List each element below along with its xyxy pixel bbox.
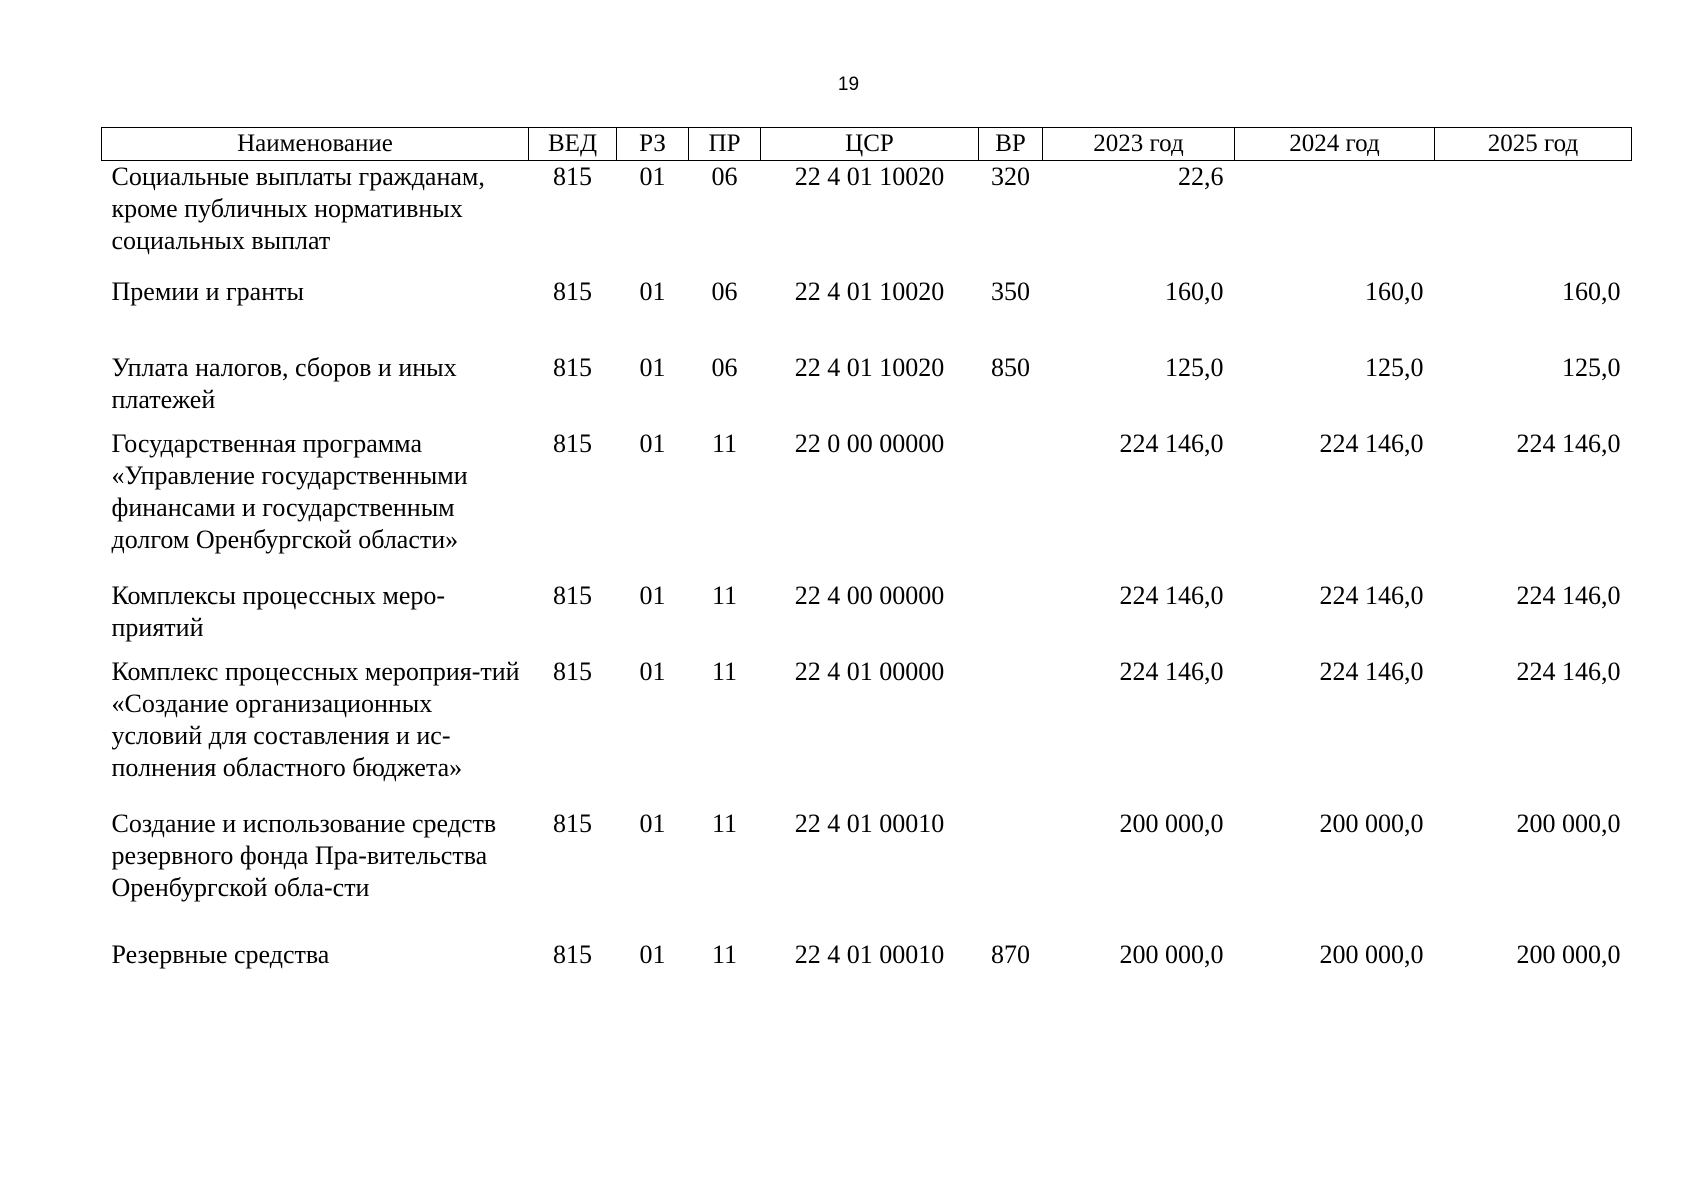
row-2024: 200 000,0: [1319, 939, 1424, 969]
row-2025: 200 000,0: [1516, 808, 1621, 838]
row-pr: 11: [711, 656, 738, 686]
row-pr: 11: [711, 939, 738, 969]
row-2023: 200 000,0: [1119, 808, 1224, 838]
row-2025: 224 146,0: [1516, 428, 1621, 458]
row-2025: 224 146,0: [1516, 580, 1621, 610]
row-rz: 01: [639, 656, 666, 686]
row-2024: 224 146,0: [1319, 656, 1424, 686]
row-vr: [979, 808, 1043, 939]
table-row: [102, 580, 1632, 656]
row-vr: [979, 428, 1043, 580]
row-2025: 224 146,0: [1516, 656, 1621, 686]
row-name: Государственная программа «Управление государственными финансами и государственным долгом Оренбургской области»: [111, 428, 468, 554]
row-rz: 01: [639, 808, 666, 838]
row-rz: 01: [639, 276, 666, 306]
row-vr: 350: [991, 276, 1030, 306]
row-csr: 22 4 00 00000: [794, 580, 945, 610]
table-row: [102, 808, 1632, 939]
header-2023: 2023 год: [1043, 128, 1235, 161]
row-csr: 22 4 01 10020: [794, 276, 945, 306]
row-2024: [1235, 161, 1435, 276]
page-number: 19: [837, 74, 860, 95]
table-row: [102, 939, 1632, 973]
row-ved: 815: [553, 276, 592, 306]
row-ved: 815: [553, 656, 592, 686]
header-pr: ПР: [689, 128, 761, 161]
row-2025: 160,0: [1562, 276, 1621, 306]
row-name: Создание и использование средств резервного фонда Пра-вительства Оренбургской обла-сти: [111, 808, 497, 902]
row-pr: 11: [711, 428, 738, 458]
header-csr: ЦСР: [761, 128, 979, 161]
row-2025: [1435, 161, 1632, 276]
header-2024: 2024 год: [1235, 128, 1435, 161]
row-2024: 224 146,0: [1319, 428, 1424, 458]
row-2024: 200 000,0: [1319, 808, 1424, 838]
table-row: [102, 161, 1632, 276]
row-rz: 01: [639, 939, 666, 969]
row-pr: 06: [711, 276, 738, 306]
row-ved: 815: [553, 428, 592, 458]
row-vr: [979, 580, 1043, 656]
row-name: Резервные средства: [111, 939, 330, 969]
row-csr: 22 4 01 10020: [794, 162, 945, 191]
table-row: [102, 656, 1632, 808]
header-vr: ВР: [979, 128, 1043, 161]
row-rz: 01: [639, 352, 666, 382]
row-ved: 815: [553, 808, 592, 838]
row-2023: 224 146,0: [1119, 656, 1224, 686]
row-rz: 01: [639, 428, 666, 458]
row-csr: 22 4 01 00010: [794, 808, 945, 838]
row-2024: 160,0: [1365, 276, 1424, 306]
header-row: [102, 128, 1632, 161]
row-vr: 870: [991, 939, 1030, 969]
row-pr: 11: [711, 580, 738, 610]
row-csr: 22 4 01 00010: [794, 939, 945, 969]
row-ved: 815: [553, 352, 592, 382]
row-vr: [979, 656, 1043, 808]
row-pr: 11: [711, 808, 738, 838]
row-csr: 22 4 01 00000: [794, 656, 945, 686]
table-body: [102, 161, 1632, 973]
row-csr: 22 0 00 00000: [794, 428, 945, 458]
row-2025: 125,0: [1562, 352, 1621, 382]
row-vr: 850: [991, 352, 1030, 382]
row-2023: 160,0: [1165, 276, 1224, 306]
row-name: Комплексы процессных меро-приятий: [111, 580, 446, 642]
row-2023: 125,0: [1165, 352, 1224, 382]
row-2023: 22,6: [1178, 162, 1224, 191]
row-ved: 815: [553, 939, 592, 969]
table-row: [102, 352, 1632, 428]
header-ved: ВЕД: [529, 128, 617, 161]
row-name: Социальные выплаты гражданам, кроме публичных нормативных социальных выплат: [111, 162, 485, 255]
row-name: Премии и гранты: [111, 276, 304, 306]
row-2023: 200 000,0: [1119, 939, 1224, 969]
row-rz: 01: [639, 580, 666, 610]
row-2024: 224 146,0: [1319, 580, 1424, 610]
row-ved: 815: [553, 162, 592, 191]
row-rz: 01: [639, 162, 666, 191]
row-vr: 320: [991, 162, 1030, 191]
row-csr: 22 4 01 10020: [794, 352, 945, 382]
table-header: [102, 128, 1632, 161]
row-2023: 224 146,0: [1119, 428, 1224, 458]
row-name: Уплата налогов, сборов и иных платежей: [111, 352, 457, 414]
row-ved: 815: [553, 580, 592, 610]
row-pr: 06: [711, 162, 738, 191]
row-2023: 224 146,0: [1119, 580, 1224, 610]
row-pr: 06: [711, 352, 738, 382]
table-row: [102, 428, 1632, 580]
header-name: Наименование: [102, 128, 529, 161]
row-name: Комплекс процессных мероприя-тий «Создание организационных условий для составления и ис-полнения областного бюджета»: [111, 656, 520, 782]
header-rz: РЗ: [617, 128, 689, 161]
header-2025: 2025 год: [1435, 128, 1632, 161]
table-row: [102, 276, 1632, 352]
budget-table: [101, 127, 1632, 973]
row-2024: 125,0: [1365, 352, 1424, 382]
row-2025: 200 000,0: [1516, 939, 1621, 969]
